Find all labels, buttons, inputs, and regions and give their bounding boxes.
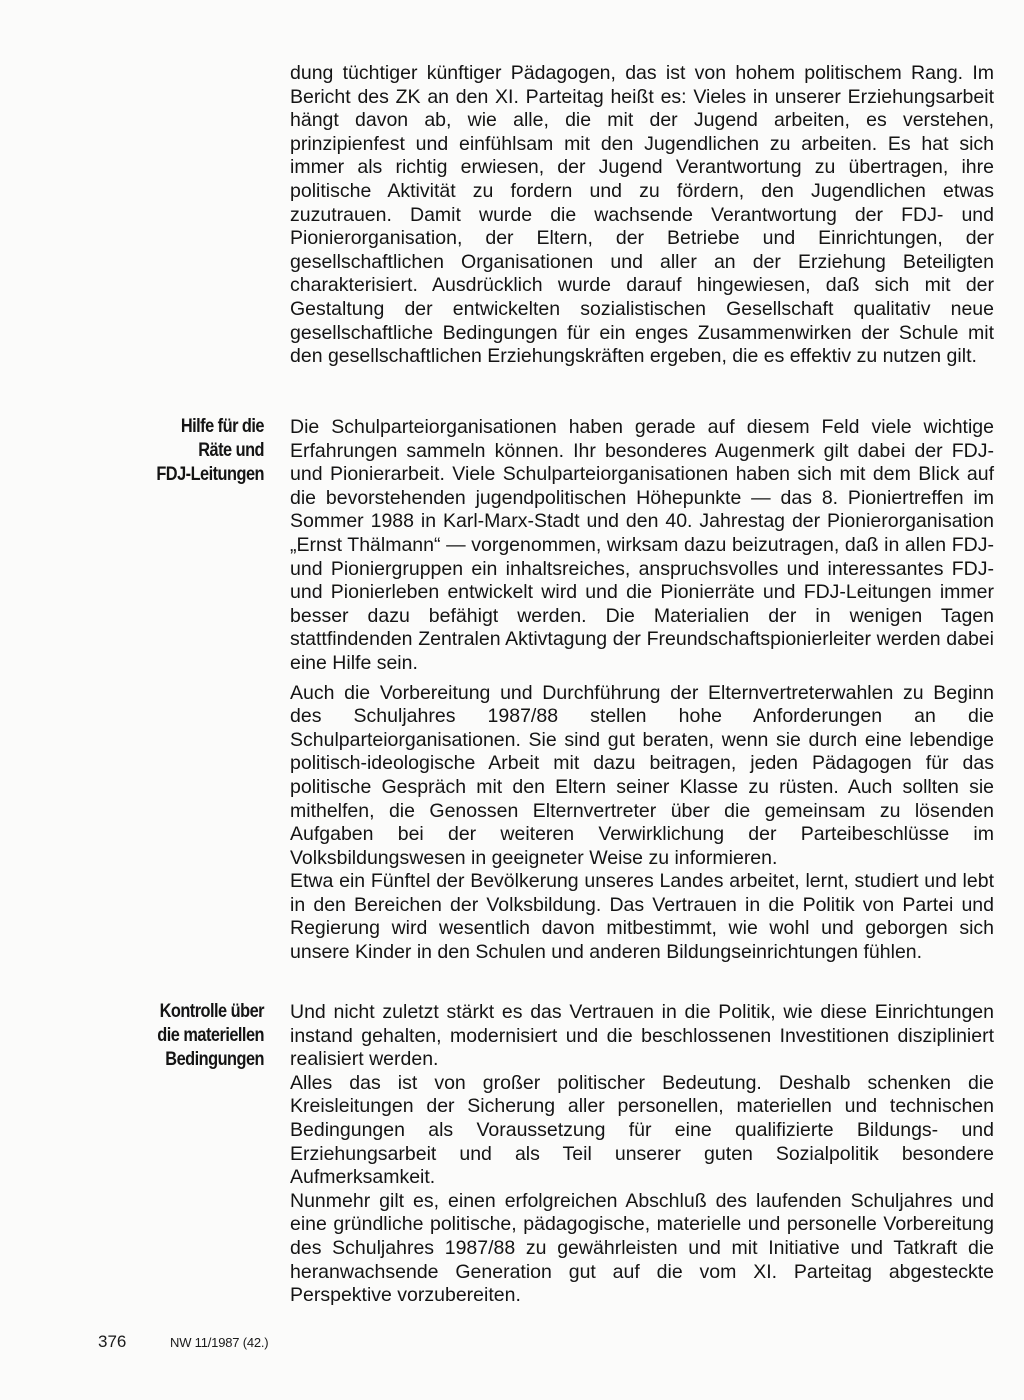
margin-heading-line: Kontrolle über [159,1001,264,1022]
margin-heading-kontrolle [118,1000,264,1072]
body-paragraph: Und nicht zuletzt stärkt es das Vertrauen in die Politik, wie diese Einrichtungen instand gehalten, modernisiert und die beschlossenen Investitionen diszipliniert realisiert werden. [290,1001,994,1071]
margin-heading-hilfe [118,415,264,487]
section-hilfe [290,416,994,965]
margin-heading-line: FDJ-Leitungen [156,464,264,485]
margin-heading-line: Hilfe für die [180,416,264,437]
issue-reference: NW 11/1987 (42.) [170,1335,269,1350]
margin-heading-line: Bedingungen [165,1049,264,1070]
margin-heading-line: die materiellen [157,1025,264,1046]
body-paragraph: dung tüchtiger künftiger Pädagogen, das ist von hohem politischem Rang. Im Bericht des ZK an den XI. Parteitag heißt es: Vieles in unserer Erziehungsarbeit hängt davon ab, wie alle, die mit der Jugend arbeiten, es verstehen, prinzipienfest und einfühlsam mit den Jugendlichen zu arbeiten. Es hat sich immer als richtig erwiesen, der Jugend Verantwortung zu übertragen, ihre politische Aktivität zu fordern und zu fördern, den Jugendlichen etwas zuzutrauen. Damit wurde die wachsende Verantwortung der FDJ- und Pionierorganisation, der Eltern, der Betriebe und Einrichtungen, der gesellschaftlichen Organisationen und aller an der Erziehung Beteiligten charakterisiert. Ausdrücklich wurde darauf hingewiesen, daß sich mit der Gestaltung der entwickelten sozialistischen Gesellschaft qualitativ neue gesellschaftliche Bedingungen für ein enges Zusammenwirken der Schule mit den gesellschaftlichen Erziehungskräften ergeben, die es effektiv zu nutzen gilt. [290,62,994,368]
section-kontrolle [290,1001,994,1308]
page-number: 376 [98,1332,127,1351]
body-paragraph: Die Schulparteiorganisationen haben gerade auf diesem Feld viele wichtige Erfahrungen sammeln können. Ihr besonderes Augenmerk gilt dabei der FDJ- und Pionierarbeit. Viele Schulparteiorganisationen haben sich mit dem Blick auf die bevorstehenden jugendpolitischen Höhepunkte — das 8. Pioniertreffen im Sommer 1988 in Karl-Marx-Stadt und den 40. Jahrestag der Pionierorganisation „Ernst Thälmann“ — vorgenommen, wirksam dazu beizutragen, daß in allen FDJ- und Pioniergruppen ein inhaltsreiches, anspruchsvolles und interessantes FDJ- und Pionierleben entwickelt wird und die Pionierräte und FDJ-Leitungen immer besser dazu befähigt werden. Die Materialien der in wenigen Tagen stattfindenden Zentralen Aktivtagung der Freundschaftspionierleiter werden dabei eine Hilfe sein. [290,416,994,674]
margin-heading-line: Räte und [198,440,264,461]
body-paragraph: Alles das ist von großer politischer Bedeutung. Deshalb schenken die Kreisleitungen der Sicherung aller personellen, materiellen und technischen Bedingungen als Voraussetzung für eine qualifizierte Bildungs- und Erziehungsarbeit und als Teil unserer guten Sozialpolitik besondere Aufmerksamkeit. [290,1071,994,1189]
body-paragraph: Auch die Vorbereitung und Durchführung der Elternvertreterwahlen zu Beginn des Schuljahres 1987/88 stellen hohe Anforderungen an die Schulparteiorganisationen. Sie sind gut beraten, wenn sie durch eine lebendige politisch-ideologische Arbeit mit dazu beitragen, jeden Pädagogen für das politische Gespräch mit den Eltern seiner Klasse zu rüsten. Auch sollten sie mithelfen, die Genossen Elternvertreter über die gemeinsam zu lösenden Aufgaben bei der weiteren Verwirklichung der Parteibeschlüsse im Volksbildungswesen in geeigneter Weise zu informieren. [290,681,994,869]
body-paragraph: Nunmehr gilt es, einen erfolgreichen Abschluß des laufenden Schuljahres und eine gründliche politische, pädagogische, materielle und personelle Vorbereitung des Schuljahres 1987/88 zu gewährleisten und mit Initiative und Tatkraft die heranwachsende Generation gut auf die vom XI. Parteitag abgesteckte Perspektive vorzubereiten. [290,1189,994,1307]
body-paragraph: Etwa ein Fünftel der Bevölkerung unseres Landes arbeitet, lernt, studiert und lebt in den Bereichen der Volksbildung. Das Vertrauen in die Politik von Partei und Regierung wird wesentlich davon mitbestimmt, wie wohl und geborgen sich unsere Kinder in den Schulen und anderen Bildungseinrichtungen fühlen. [290,870,994,964]
section-continuation [290,62,994,369]
